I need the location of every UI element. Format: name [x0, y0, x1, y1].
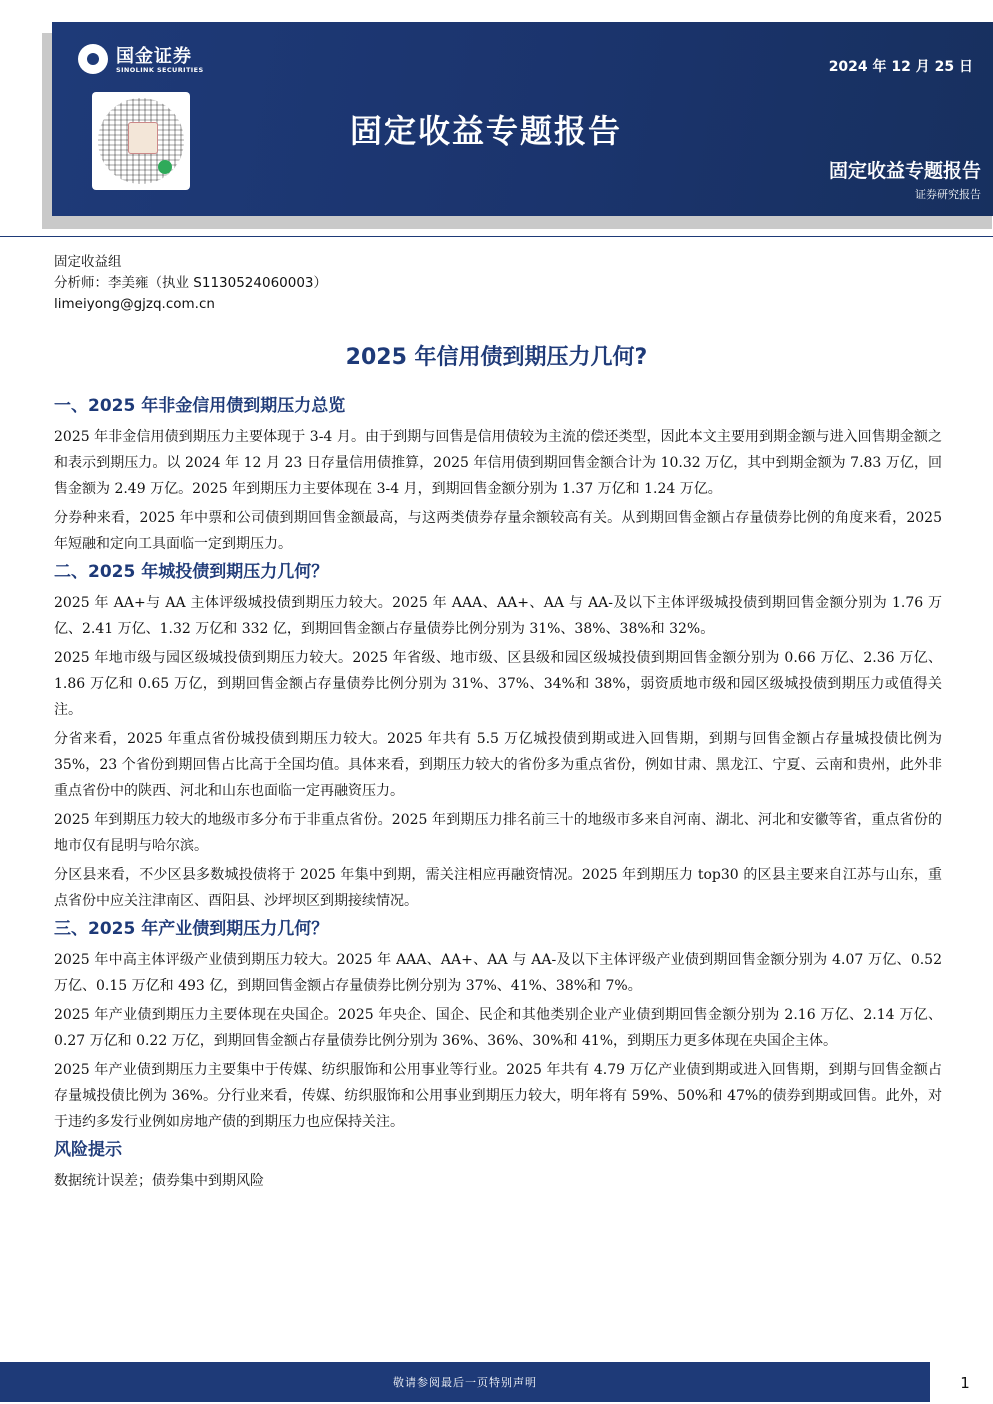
paragraph: 2025 年产业债到期压力主要体现在央国企。2025 年央企、国企、民企和其他类别企业产业债到期回售金额分别为 2.16 万亿、2.14 万亿、0.27 万亿和 0.22 万亿，到期回售金额占存量债券比例分别为 36%、36%、30%和 41%，到期压力更多体现在央国企主体。 — [54, 1007, 942, 1049]
paragraph: 2025 年非金信用债到期压力主要体现于 3-4 月。由于到期与回售是信用债较为主流的偿还类型，因此本文主要用到期金额与进入回售期金额之和表示到期压力。以 2024 年 12 月 23 日存量信用债推算，2025 年信用债到期回售金额合计为 10.32 万亿，其中到期金额为 7.83 万亿，回售金额为 2.49 万亿。2025 年到期压力主要体现在 3-4 月，到期回售金额分别为 1.37 万亿和 1.24 万亿。 — [54, 429, 942, 497]
paragraph: 分区县来看，不少区县多数城投债将于 2025 年集中到期，需关注相应再融资情况。2025 年到期压力 top30 的区县主要来自江苏与山东，重点省份中应关注津南区、酉阳县、沙坪坝区到期接续情况。 — [54, 867, 942, 909]
paragraph: 2025 年地市级与园区级城投债到期压力较大。2025 年省级、地市级、区县级和园区级城投债到期回售金额分别为 0.66 万亿、2.36 万亿、1.86 万亿和 0.65 万亿，到期回售金额占存量债券比例分别为 31%、37%、34%和 38%，弱资质地市级和园区级城投债到期压力或值得关注。 — [54, 650, 942, 718]
banner-title: 固定收益专题报告 — [350, 112, 623, 150]
paragraph: 2025 年 AA+与 AA 主体评级城投债到期压力较大。2025 年 AAA、AA+、AA 与 AA-及以下主体评级城投债到期回售金额分别为 1.76 万亿、2.41 万亿、1.32 万亿和 332 亿，到期回售金额占存量债券比例分别为 31%、38%、38%和 32%。 — [54, 595, 942, 637]
qr-code-icon[interactable] — [92, 92, 190, 190]
section-heading: 风险提示 — [54, 1140, 122, 1160]
page-number: 1 — [960, 1374, 970, 1392]
header-banner — [52, 22, 993, 216]
report-body — [54, 394, 942, 1197]
footer-bar — [0, 1362, 930, 1402]
author-group: 固定收益组 — [54, 254, 122, 270]
section-1 — [54, 394, 942, 557]
paragraph: 分省来看，2025 年重点省份城投债到期压力较大。2025 年共有 5.5 万亿城投债到期或进入回售期，到期与回售金额占存量城投债比例为 35%，23 个省份到期回售占比高于全国均值。具体来看，到期压力较大的省份多为重点省份，例如甘肃、黑龙江、宁夏、云南和贵州，此外非重点省份中的陕西、河北和山东也面临一定再融资压力。 — [54, 731, 942, 799]
section-heading: 二、2025 年城投债到期压力几何？ — [54, 562, 329, 582]
section-heading: 一、2025 年非金信用债到期压力总览 — [54, 396, 346, 416]
paragraph: 分券种来看，2025 年中票和公司债到期回售金额最高，与这两类债券存量余额较高有关。从到期回售金额占存量债券比例的角度来看，2025 年短融和定向工具面临一定到期压力。 — [54, 510, 942, 552]
paragraph: 2025 年到期压力较大的地级市多分布于非重点省份。2025 年到期压力排名前三十的地级市多来自河南、湖北、河北和安徽等省，重点省份的地市仅有昆明与哈尔滨。 — [54, 812, 942, 854]
footer-disclaimer[interactable]: 敬请参阅最后一页特别声明 — [393, 1376, 537, 1389]
paragraph: 数据统计误差；债券集中到期风险 — [54, 1173, 264, 1189]
report-category: 固定收益专题报告 — [828, 160, 981, 182]
logo-cn-text: 国金证券 — [116, 46, 192, 67]
analyst-email[interactable]: limeiyong@gjzq.com.cn — [54, 296, 215, 312]
analyst-name: 分析师：李美雍（执业 S1130524060003） — [54, 275, 328, 291]
section-heading: 三、2025 年产业债到期压力几何？ — [54, 919, 329, 939]
logo-mark-icon — [78, 44, 108, 74]
logo-en-text: SINOLINK SECURITIES — [116, 66, 204, 74]
header-divider — [0, 236, 993, 237]
report-type: 证券研究报告 — [915, 188, 981, 201]
document-title: 2025 年信用债到期压力几何? — [345, 345, 648, 370]
author-block — [54, 252, 327, 315]
paragraph: 2025 年产业债到期压力主要集中于传媒、纺织服饰和公用事业等行业。2025 年共有 4.79 万亿产业债到期或进入回售期，到期与回售金额占存量城投债比例为 36%。分行业来看，传媒、纺织服饰和公用事业到期压力较大，明年将有 59%、50%和 47%的债券到期或回售。此外，对于违约多发行业例如房地产债的到期压力也应保持关注。 — [54, 1062, 942, 1130]
section-risk — [54, 1138, 942, 1194]
section-3 — [54, 917, 942, 1135]
report-date: 2024 年 12 月 25 日 — [828, 59, 973, 75]
paragraph: 2025 年中高主体评级产业债到期压力较大。2025 年 AAA、AA+、AA 与 AA-及以下主体评级产业债到期回售金额分别为 4.07 万亿、0.52 万亿、0.15 万亿和 493 亿，到期回售金额占存量债券比例分别为 37%、41%、38%和 7%。 — [54, 952, 942, 994]
section-2 — [54, 560, 942, 914]
company-logo — [78, 44, 258, 80]
